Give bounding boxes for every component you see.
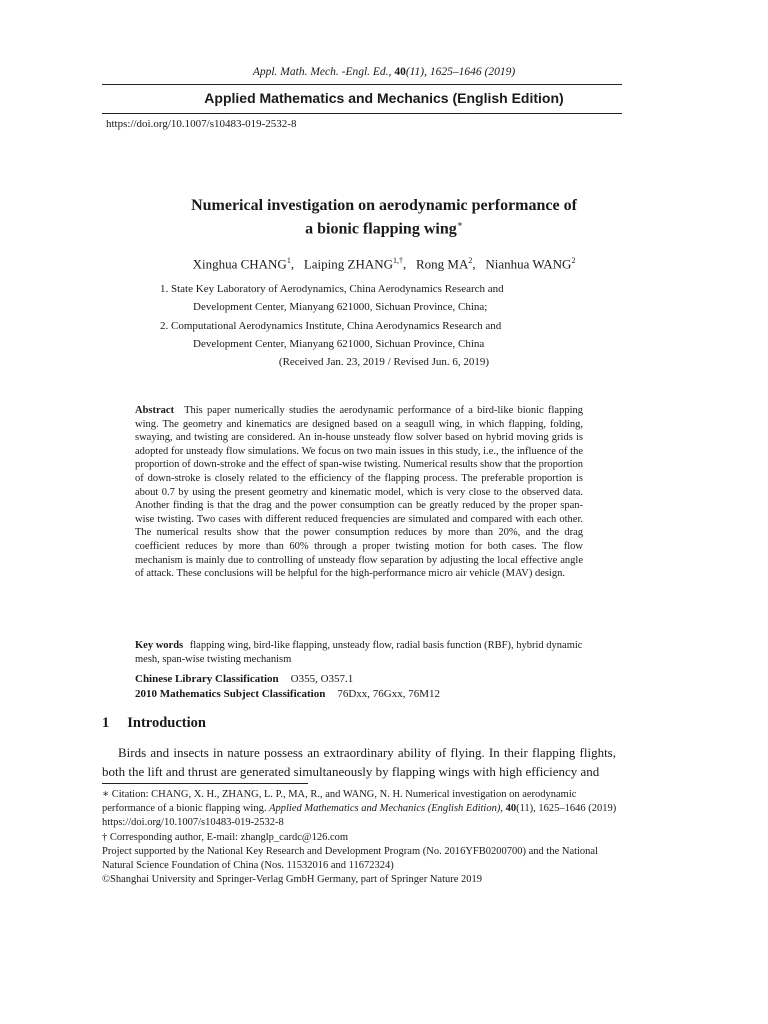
author-affil-sup: 1,† xyxy=(393,256,403,265)
author-affil-sup: 2 xyxy=(571,256,576,265)
msc-classification xyxy=(135,688,440,700)
section-number: 1 xyxy=(102,715,110,731)
footnotes xyxy=(102,788,620,887)
author-name: Rong MA xyxy=(416,256,469,272)
author-name: Laiping ZHANG xyxy=(303,256,393,272)
header-rule-top xyxy=(102,84,622,85)
keywords-text: flapping wing, bird-like flapping, unsteady flow, radial basis function (RBF), hybrid dynamic mesh, span-wise twisting mechanism xyxy=(135,640,583,665)
author-name: Nianhua WANG xyxy=(485,256,572,272)
author-name: Xinghua CHANG xyxy=(192,256,287,272)
header-rule-bottom xyxy=(102,113,622,114)
doi-link[interactable]: https://doi.org/10.1007/s10483-019-2532-8 xyxy=(106,118,297,130)
footnote-rule xyxy=(102,783,308,784)
journal-issue-pages: (11), 1625–1646 (2019) xyxy=(405,66,516,78)
affiliation-line: Development Center, Mianyang 621000, Sichuan Province, China; xyxy=(193,301,488,313)
section-title: Introduction xyxy=(127,715,206,731)
chinese-class-value: O355, O357.1 xyxy=(290,673,354,685)
abstract-text: This paper numerically studies the aerodynamic performance of a bird-like bionic flapping wing. The geometry and kinematics are designed based on a seagull wing, in which flapping, folding, swaying, and twisting are considered. An in-house unsteady flow solver based on hybrid moving grids is adopted for unsteady flow simulations. We focus on two main issues in this study, i.e., the influence of the proportion of down-stroke and the effect of span-wise twisting. Numerical results show that the proportion of down-stroke is closely related to the efficiency of the flapping process. The preferable proportion is about 0.7 by using the present geometry and kinematic model, which is very close to the observed data. Another finding is that the drag and the power consumption can be greatly reduced by the proper span-wise twisting. Two cases with different reduced frequencies are simulated and compared with each other. The numerical results show that the power consumption reduces by more than 20%, and the drag coefficient reduces by more than 60% through a proper twisting motion for both cases. The flow mechanism is mainly due to controlling of unsteady flow separation by adjusting the local effective angle of attack. These conclusions will be helpful for the high-performance micro air vehicle (MAV) design. xyxy=(135,405,583,580)
author-list: Xinghua CHANG$^1$, Laiping $ZHANG^{1,\dagger}$, Rong $MA^2$, Nianhua WANG$^2$ xyxy=(192,256,576,272)
section-heading xyxy=(102,715,206,732)
paper-title-line1: Numerical investigation on aerodynamic performance of xyxy=(191,197,577,214)
paper-title xyxy=(0,196,768,238)
title-footnote-mark: ∗ xyxy=(456,219,463,229)
intro-paragraph: Birds and insects in nature possess an extraordinary ability of flying. In their flapping flights, both the lift and thrust are generated simultaneously by flapping wings with high efficiency and xyxy=(102,745,616,779)
journal-volume: 40 xyxy=(394,66,406,78)
author-affil-sup: 1 xyxy=(286,256,291,265)
citation-journal: Applied Mathematics and Mechanics (English Edition) xyxy=(269,803,501,815)
keywords-label: Key words xyxy=(135,640,184,651)
citation-volume: 40 xyxy=(505,803,517,815)
journal-citation-line xyxy=(0,66,768,78)
corresponding-text[interactable]: Corresponding author, E-mail: zhanglp_cardc@126.com xyxy=(109,831,349,843)
citation-mark: ∗ xyxy=(102,789,110,800)
affiliation-line: Development Center, Mianyang 621000, Sichuan Province, China xyxy=(193,338,485,350)
affiliation-line: 2. Computational Aerodynamics Institute, China Aerodynamics Research and xyxy=(160,320,502,332)
abstract-label: Abstract xyxy=(135,405,175,416)
chinese-class-label: Chinese Library Classification xyxy=(135,673,279,685)
journal-name: Applied Mathematics and Mechanics (English Edition) xyxy=(204,90,564,106)
msc-value: 76Dxx, 76Gxx, 76M12 xyxy=(337,688,441,700)
corresponding-mark: † xyxy=(102,831,108,843)
author-affil-sup: 2 xyxy=(468,256,473,265)
paper-title-line2: a bionic flapping wing xyxy=(305,220,457,238)
chinese-library-classification xyxy=(135,673,353,685)
copyright-notice: ©Shanghai University and Springer-Verlag GmbH Germany, part of Springer Nature 2019 xyxy=(102,874,483,886)
received-dates: (Received Jan. 23, 2019 / Revised Jun. 6, 2019) xyxy=(278,356,490,368)
support-footnote: Project supported by the National Key Research and Development Program (No. 2016YFB0200700) and the National Natural Science Foundation of China (Nos. 11532016 and 11672324) xyxy=(102,845,599,872)
msc-label: 2010 Mathematics Subject Classification xyxy=(135,688,326,700)
citation-footnote: ∗ Citation: CHANG, X. H., ZHANG, L. P., MA, R., and WANG, N. H. Numerical investigation on aerodynamic performance of a bionic flapping wing. Applied Mathematics and Mechanics (English Edition), 40(11), 1625–1646 (2019) https://doi.org/10.1007/s10483-019-2532-8 xyxy=(102,789,617,829)
affiliation-line: 1. State Key Laboratory of Aerodynamics, China Aerodynamics Research and xyxy=(160,283,504,295)
journal-abbrev: Appl. Math. Mech. -Engl. Ed., xyxy=(252,66,392,78)
citation-rest[interactable]: (11), 1625–1646 (2019) https://doi.org/10.1007/s10483-019-2532-8 xyxy=(102,803,617,829)
corresponding-footnote xyxy=(102,831,620,845)
citation-text: Citation: CHANG, X. H., ZHANG, L. P., MA, R., and WANG, N. H. Numerical investigation on aerodynamic performance of a bionic flapping wing. xyxy=(102,789,577,815)
keywords xyxy=(135,639,583,666)
abstract xyxy=(135,404,583,581)
